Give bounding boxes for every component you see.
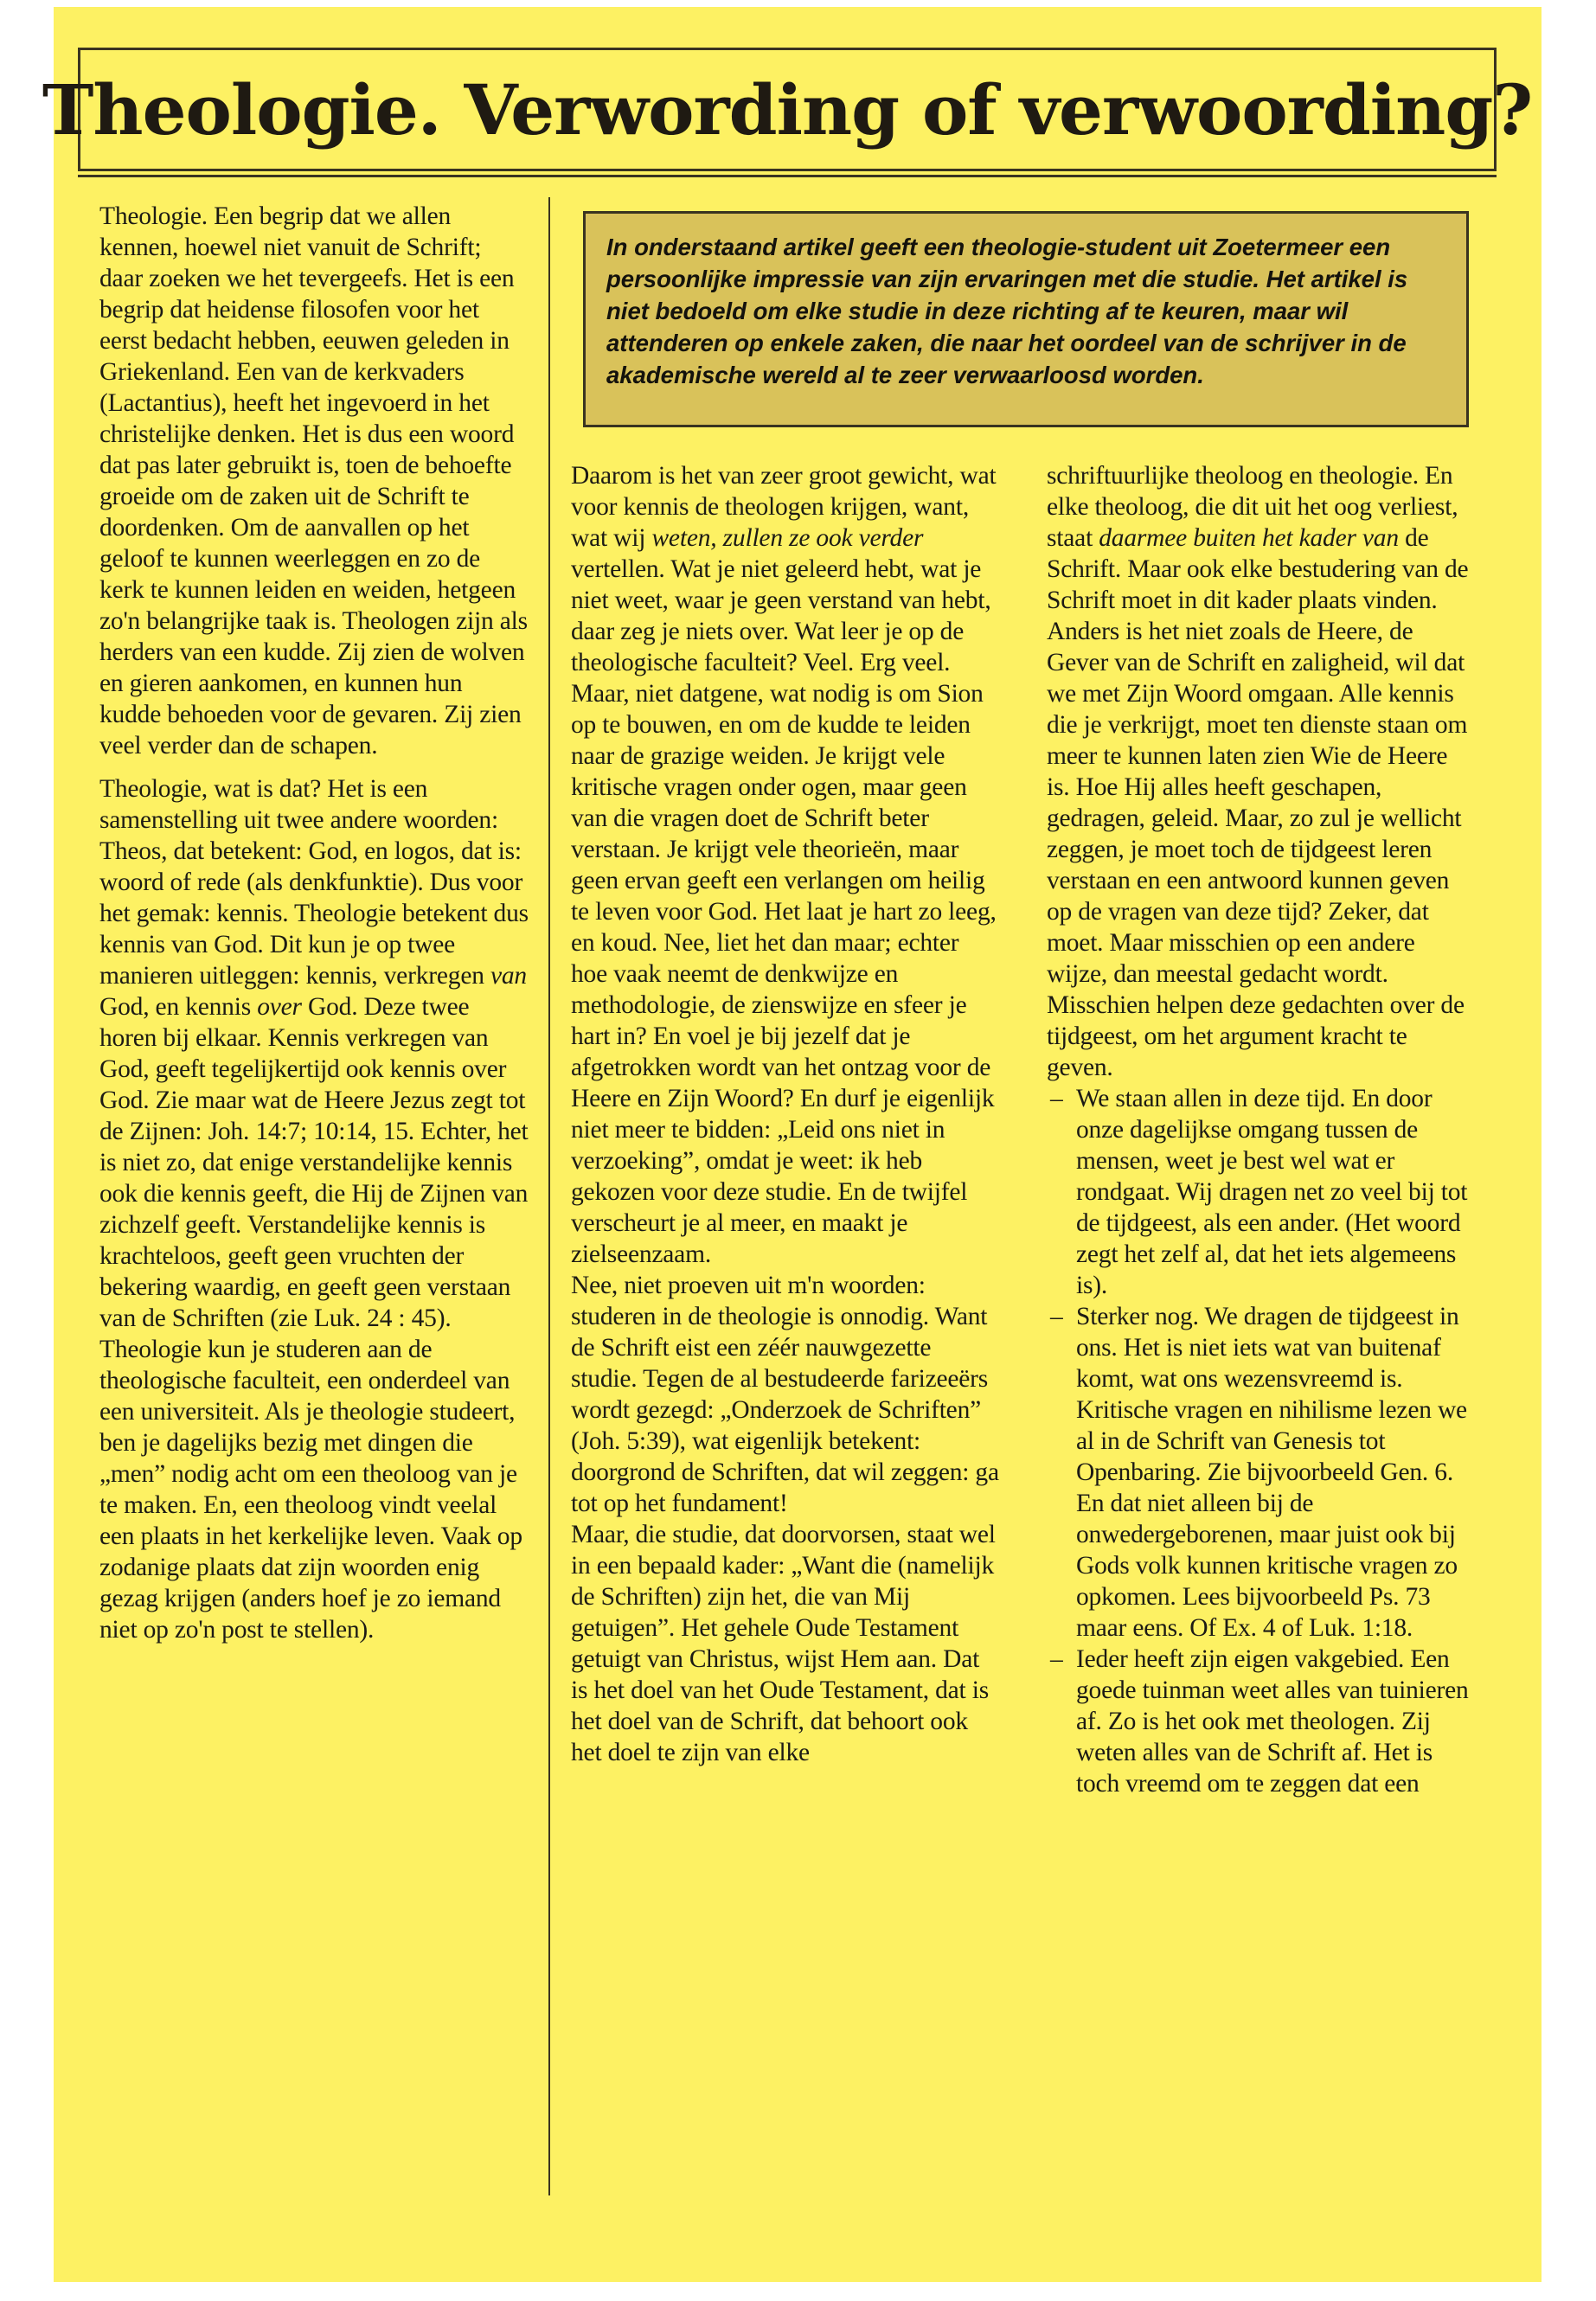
italic-run: over — [257, 993, 302, 1021]
italic-run: weten, zullen ze ook verder — [651, 524, 924, 552]
paragraph: Nee, niet proeven uit m'n woorden: studeren in de theologie is onnodig. Want de Schrift eist een zéér nauwgezette studie. Tegen de al bestudeerde farizeeërs wordt gezegd: „Onderzoek de Schriften” (Joh. 5:39), wat eigenlijk betekent: doorgrond de Schriften, dat wil zeggen: ga tot op het fundament! — [571, 1272, 999, 1517]
list-item: – We staan allen in deze tijd. En door onze dagelijkse omgang tussen de mensen, weet je best wel wat er rondgaat. Wij dragen net zo veel bij tot de tijdgeest, als een ander. (Het woord zegt het zelf al, dat het iets algemeens is). — [1047, 1083, 1471, 1301]
text-run: schriftuurlijke theoloog en theologie. En elke theoloog, die dit uit het oog verliest, staat — [1047, 462, 1458, 552]
italic-run: van — [490, 962, 527, 990]
list-item: – Ieder heeft zijn eigen vakgebied. Een goede tuinman weet alles van tuinieren af. Zo is het ook met theologen. Zij weten alles van de Schrift af. Het is toch vreemd om te zeggen dat een — [1047, 1644, 1471, 1799]
text-run: de Schrift. Maar ook elke bestudering van de Schrift moet in dit kader plaats vinden. Anders is het niet zoals de Heere, de Gever van de Schrift en zaligheid, wil dat we met Zijn Woord omgaan. Alle kennis die je verkrijgt, moet ten dienste staan om meer te kunnen laten zien Wie de Heere is. Hoe Hij alles heeft geschapen, gedragen, geleid. Maar, zo zul je wellicht zeggen, je moet toch de tijdgeest leren verstaan en een antwoord kunnen geven op de vragen van deze tijd? Zeker, dat moet. Maar misschien op een andere wijze, dan meestal gedacht wordt. Misschien helpen deze gedachten over de tijdgeest, om het argument kracht te geven. — [1047, 524, 1469, 1081]
title-box — [42, 48, 1533, 169]
title-rule — [78, 169, 1497, 177]
text-run: God. Deze twee horen bij elkaar. Kennis verkregen van God, geeft tegelijkertijd ook kennis over God. Zie maar wat de Heere Jezus zegt tot de Zijnen: Joh. 14:7; 10:14, 15. Echter, het is niet zo, dat enige verstandelijke kennis ook die kennis geeft, die Hij de Zijnen van zichzelf geeft. Verstandelijke kennis is krachteloos, geeft geen vruchten der bekering waardig, en geeft geen verstaan van de Schriften (zie Luk. 24 : 45). Theologie kun je studeren aan de theologische faculteit, een onderdeel van een universiteit. Als je theologie studeert, ben je dagelijks bezig met dingen die „men” nodig acht om een theoloog van je te maken. En, een theoloog vindt veelal een plaats in het kerkelijke leven. Vaak op zodanige plaats dat zijn woorden enig gezag krijgen (anders hoef je zo iemand niet op zo'n post te stellen). — [99, 993, 529, 1644]
column-divider — [548, 197, 550, 2195]
paragraph: Theologie. Een begrip dat we allen kennen, hoewel niet vanuit de Schrift; daar zoeken we het tevergeefs. Het is een begrip dat heidense filosofen voor het eerst bedacht hebben, eeuwen geleden in Griekenland. Een van de kerkvaders (Lactantius), heeft het ingevoerd in het christelijke denken. Het is dus een woord dat pas later gebruikt is, toen de behoefte groeide om de zaken uit de Schrift te doordenken. Om de aanvallen op het geloof te kunnen weerleggen en zo de kerk te kunnen leiden en weiden, hetgeen zo'n belangrijke taak is. Theologen zijn als herders van een kudde. Zij zien de wolven en gieren aankomen, en kunnen hun kudde behoeden voor de gevaren. Zij zien veel verder dan de schapen. — [99, 202, 528, 760]
column-2 — [571, 460, 999, 1768]
article-title: Theologie. Verwording of verwoording? — [42, 68, 1533, 151]
paragraph: Maar, die studie, dat doorvorsen, staat wel in een bepaald kader: „Want die (namelijk de Schriften) zijn het, die van Mij getuigen”. Het gehele Oude Testament getuigt van Christus, wijst Hem aan. Dat is het doel van het Oude Testament, dat is het doel van de Schrift, dat behoort ook het doel te zijn van elke — [571, 1521, 996, 1766]
column-3 — [1047, 460, 1471, 1799]
bullet-list — [1047, 1083, 1471, 1799]
text-run: God, en kennis — [99, 993, 251, 1021]
list-item: – Sterker nog. We dragen de tijdgeest in ons. Het is niet iets wat van buitenaf komt, wat ons wezensvreemd is. Kritische vragen en nihilisme lezen we al in de Schrift van Genesis tot Openbaring. Zie bijvoorbeeld Gen. 6. En dat niet alleen bij de onwedergeborenen, maar juist ook bij Gods volk kunnen kritische vragen zo opkomen. Lees bijvoorbeeld Ps. 73 maar eens. Of Ex. 4 of Luk. 1:18. — [1047, 1301, 1471, 1644]
intro-box: In onderstaand artikel geeft een theologie-student uit Zoetermeer een persoonlijke impressie van zijn ervaringen met die studie. Het artikel is niet bedoeld om elke studie in deze richting af te keuren, maar wil attenderen op enkele zaken, die naar het oordeel van de schrijver in de akademische wereld al te zeer verwaarloosd worden. — [583, 211, 1469, 427]
paragraph — [99, 773, 529, 1645]
text-run: Theologie, wat is dat? Het is een samenstelling uit twee andere woorden: Theos, dat betekent: God, en logos, dat is: woord of rede (als denkfunktie). Dus voor het gemak: kennis. Theologie betekent dus kennis van God. Dit kun je op twee manieren uitleggen: kennis, verkregen — [99, 775, 529, 990]
column-1 — [99, 201, 529, 1645]
text-run: vertellen. Wat je niet geleerd hebt, wat je niet weet, waar je geen verstand van hebt, daar zeg je niets over. Wat leer je op de theologische faculteit? Veel. Erg veel. Maar, niet datgene, wat nodig is om Sion op te bouwen, en om de kudde te leiden naar de grazige weiden. Je krijgt vele kritische vragen onder ogen, maar geen van die vragen doet de Schrift beter verstaan. Je krijgt vele theorieën, maar geen ervan geeft een verlangen om heilig te leven voor God. Het laat je hart zo leeg, en koud. Nee, liet het dan maar; echter hoe vaak neemt de denkwijze en methodologie, de zienswijze en sfeer je hart in? En voel je bij jezelf dat je afgetrokken wordt van het ontzag voor de Heere en Zijn Woord? En durf je eigenlijk niet meer te bidden: „Leid ons niet in verzoeking”, omdat je weet: ik heb gekozen voor deze studie. En de twijfel verscheurt je al meer, en maakt je zielseenzaam. — [571, 555, 997, 1268]
paragraph — [1047, 460, 1471, 1083]
paragraph — [571, 460, 999, 1270]
text-run: Daarom is het van zeer groot gewicht, wat voor kennis de theologen krijgen, want, wat wij — [571, 462, 997, 552]
italic-run: daarmee buiten het kader van — [1099, 524, 1399, 552]
